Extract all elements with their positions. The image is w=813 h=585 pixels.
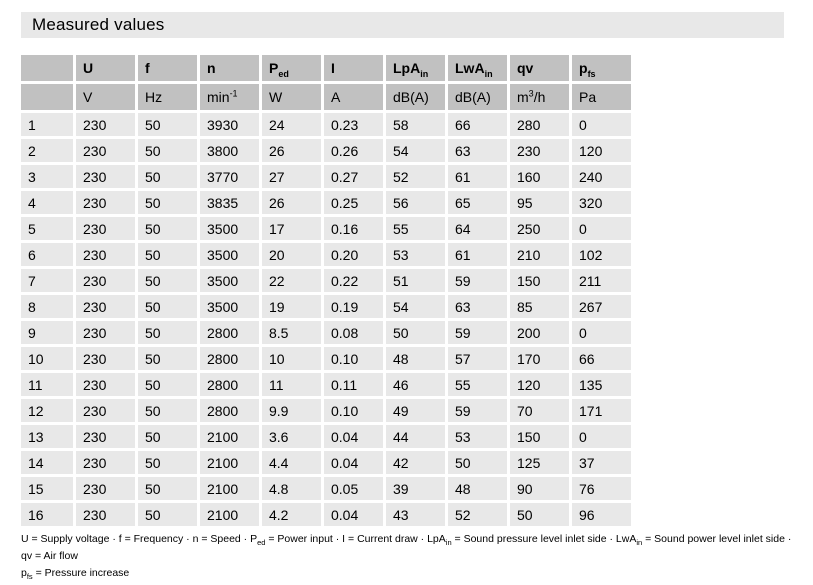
data-cell: 2100 — [200, 503, 259, 526]
data-cell: 3500 — [200, 243, 259, 266]
table-row — [21, 347, 631, 370]
table-row — [21, 113, 631, 136]
data-cell: 26 — [262, 139, 321, 162]
data-cell: 3930 — [200, 113, 259, 136]
data-cell: 0.26 — [324, 139, 383, 162]
table-head — [21, 55, 631, 110]
data-cell: 50 — [138, 269, 197, 292]
data-cell: 44 — [386, 425, 445, 448]
header-cell-sound-power: LwA$_{in}$ — [448, 55, 507, 81]
table-row — [21, 451, 631, 474]
header-cell-index — [21, 55, 73, 81]
data-cell: 3500 — [200, 217, 259, 240]
data-cell: 230 — [76, 373, 135, 396]
table-row — [21, 139, 631, 162]
data-cell: 50 — [138, 425, 197, 448]
data-cell: 59 — [448, 399, 507, 422]
data-cell: 55 — [448, 373, 507, 396]
data-cell: 3800 — [200, 139, 259, 162]
data-cell: 2100 — [200, 425, 259, 448]
row-number-cell: 6 — [21, 243, 73, 266]
data-cell: 95 — [510, 191, 569, 214]
data-cell: 230 — [76, 243, 135, 266]
data-cell: 59 — [448, 321, 507, 344]
data-cell: 61 — [448, 165, 507, 188]
data-cell: 4.4 — [262, 451, 321, 474]
data-cell: 50 — [510, 503, 569, 526]
data-cell: 27 — [262, 165, 321, 188]
data-cell: 280 — [510, 113, 569, 136]
data-cell: 8.5 — [262, 321, 321, 344]
data-cell: 59 — [448, 269, 507, 292]
data-cell: 160 — [510, 165, 569, 188]
unit-cell-frequency: Hz — [138, 84, 197, 110]
data-cell: 52 — [448, 503, 507, 526]
data-cell: 54 — [386, 139, 445, 162]
section-title — [21, 12, 784, 38]
data-cell: 320 — [572, 191, 631, 214]
data-cell: 0 — [572, 425, 631, 448]
data-cell: 10 — [262, 347, 321, 370]
data-cell: 66 — [572, 347, 631, 370]
data-cell: 3770 — [200, 165, 259, 188]
row-number-cell: 4 — [21, 191, 73, 214]
table-row — [21, 503, 631, 526]
data-cell: 48 — [448, 477, 507, 500]
data-cell: 230 — [76, 191, 135, 214]
data-cell: 230 — [76, 295, 135, 318]
data-cell: 150 — [510, 425, 569, 448]
table-body — [21, 113, 631, 526]
data-cell: 50 — [138, 399, 197, 422]
data-cell: 63 — [448, 139, 507, 162]
data-cell: 57 — [448, 347, 507, 370]
header-cell-airflow: qv — [510, 55, 569, 81]
data-cell: 19 — [262, 295, 321, 318]
table-row — [21, 217, 631, 240]
data-cell: 65 — [448, 191, 507, 214]
data-cell: 50 — [448, 451, 507, 474]
data-cell: 0.16 — [324, 217, 383, 240]
data-cell: 0.04 — [324, 425, 383, 448]
row-number-cell: 13 — [21, 425, 73, 448]
data-cell: 50 — [138, 165, 197, 188]
table-row — [21, 321, 631, 344]
table-row — [21, 399, 631, 422]
data-cell: 50 — [138, 503, 197, 526]
data-cell: 50 — [138, 321, 197, 344]
data-cell: 2800 — [200, 321, 259, 344]
data-cell: 50 — [138, 191, 197, 214]
data-cell: 240 — [572, 165, 631, 188]
data-cell: 2100 — [200, 477, 259, 500]
data-cell: 171 — [572, 399, 631, 422]
data-cell: 0.23 — [324, 113, 383, 136]
data-cell: 52 — [386, 165, 445, 188]
data-cell: 0.20 — [324, 243, 383, 266]
data-cell: 76 — [572, 477, 631, 500]
table-header-row — [21, 55, 631, 81]
data-cell: 267 — [572, 295, 631, 318]
data-cell: 230 — [76, 503, 135, 526]
data-cell: 53 — [386, 243, 445, 266]
unit-cell-speed: $\min^{-1}$ — [200, 84, 259, 110]
data-cell: 0.05 — [324, 477, 383, 500]
data-cell: 230 — [76, 321, 135, 344]
data-cell: 39 — [386, 477, 445, 500]
row-number-cell: 14 — [21, 451, 73, 474]
data-cell: 90 — [510, 477, 569, 500]
footnote — [21, 531, 801, 582]
header-cell-pressure-increase: $p_{fs}$ — [572, 55, 631, 81]
row-number-cell: 11 — [21, 373, 73, 396]
row-number-cell: 10 — [21, 347, 73, 370]
row-number-cell: 15 — [21, 477, 73, 500]
table-row — [21, 373, 631, 396]
data-cell: 70 — [510, 399, 569, 422]
data-cell: 230 — [510, 139, 569, 162]
data-cell: 51 — [386, 269, 445, 292]
table-row — [21, 191, 631, 214]
data-cell: 48 — [386, 347, 445, 370]
data-cell: 3835 — [200, 191, 259, 214]
data-cell: 230 — [76, 347, 135, 370]
data-cell: 56 — [386, 191, 445, 214]
data-cell: 3.6 — [262, 425, 321, 448]
data-cell: 50 — [138, 451, 197, 474]
data-cell: 3500 — [200, 269, 259, 292]
data-cell: 0 — [572, 217, 631, 240]
footnote-line-2: $p_{fs}$ = Pressure increase — [21, 567, 130, 582]
unit-cell-pressure-increase: Pa — [572, 84, 631, 110]
data-cell: 230 — [76, 399, 135, 422]
data-cell: 26 — [262, 191, 321, 214]
unit-cell-index — [21, 84, 73, 110]
data-cell: 54 — [386, 295, 445, 318]
unit-cell-power-input: W — [262, 84, 321, 110]
data-cell: 50 — [138, 373, 197, 396]
data-cell: 50 — [138, 347, 197, 370]
data-cell: 50 — [138, 217, 197, 240]
data-cell: 0.11 — [324, 373, 383, 396]
data-cell: 0.22 — [324, 269, 383, 292]
table-row — [21, 165, 631, 188]
data-cell: 22 — [262, 269, 321, 292]
data-cell: 230 — [76, 217, 135, 240]
data-cell: 230 — [76, 269, 135, 292]
data-cell: 53 — [448, 425, 507, 448]
row-number-cell: 1 — [21, 113, 73, 136]
data-cell: 0.10 — [324, 399, 383, 422]
data-cell: 42 — [386, 451, 445, 474]
row-number-cell: 2 — [21, 139, 73, 162]
table-units-row — [21, 84, 631, 110]
data-cell: 20 — [262, 243, 321, 266]
data-cell: 2100 — [200, 451, 259, 474]
data-cell: 96 — [572, 503, 631, 526]
data-cell: 230 — [76, 113, 135, 136]
data-cell: 49 — [386, 399, 445, 422]
unit-cell-airflow: $m^3/h$ — [510, 84, 569, 110]
row-number-cell: 9 — [21, 321, 73, 344]
data-cell: 11 — [262, 373, 321, 396]
data-cell: 2800 — [200, 399, 259, 422]
data-cell: 150 — [510, 269, 569, 292]
row-number-cell: 7 — [21, 269, 73, 292]
table-row — [21, 295, 631, 318]
data-cell: 50 — [138, 295, 197, 318]
data-cell: 50 — [138, 243, 197, 266]
data-cell: 0.08 — [324, 321, 383, 344]
data-cell: 50 — [138, 477, 197, 500]
unit-cell-current: A — [324, 84, 383, 110]
table-row — [21, 243, 631, 266]
data-cell: 17 — [262, 217, 321, 240]
data-cell: 125 — [510, 451, 569, 474]
table-row — [21, 269, 631, 292]
data-cell: 9.9 — [262, 399, 321, 422]
data-cell: 250 — [510, 217, 569, 240]
footnote-line-1: U = Supply voltage · f = Frequency · n = Speed · $P_{ed}$ = Power input · I = Current draw · LpA$_{in}$ = Sound pressure level inlet side · LwA$_{in}$ = Sound power level inlet side · qv = Air flow — [21, 533, 792, 562]
header-cell-frequency: f — [138, 55, 197, 81]
header-cell-current: I — [324, 55, 383, 81]
data-cell: 58 — [386, 113, 445, 136]
data-cell: 210 — [510, 243, 569, 266]
data-cell: 43 — [386, 503, 445, 526]
data-cell: 230 — [76, 139, 135, 162]
data-cell: 200 — [510, 321, 569, 344]
data-cell: 4.2 — [262, 503, 321, 526]
data-cell: 170 — [510, 347, 569, 370]
section-title-label: Measured values — [32, 15, 165, 34]
data-cell: 46 — [386, 373, 445, 396]
header-cell-power-input: $P_{ed}$ — [262, 55, 321, 81]
data-cell: 120 — [510, 373, 569, 396]
data-cell: 61 — [448, 243, 507, 266]
unit-cell-sound-power: dB(A) — [448, 84, 507, 110]
data-cell: 120 — [572, 139, 631, 162]
data-cell: 211 — [572, 269, 631, 292]
data-cell: 63 — [448, 295, 507, 318]
data-cell: 230 — [76, 451, 135, 474]
data-cell: 135 — [572, 373, 631, 396]
data-cell: 2800 — [200, 347, 259, 370]
data-cell: 2800 — [200, 373, 259, 396]
table-row — [21, 425, 631, 448]
data-cell: 0.04 — [324, 503, 383, 526]
data-cell: 102 — [572, 243, 631, 266]
data-cell: 24 — [262, 113, 321, 136]
data-cell: 0.19 — [324, 295, 383, 318]
header-cell-sound-pressure: LpA$_{in}$ — [386, 55, 445, 81]
data-cell: 0 — [572, 113, 631, 136]
data-cell: 0 — [572, 321, 631, 344]
data-cell: 55 — [386, 217, 445, 240]
header-cell-voltage: U — [76, 55, 135, 81]
data-cell: 85 — [510, 295, 569, 318]
data-cell: 0.10 — [324, 347, 383, 370]
data-cell: 230 — [76, 165, 135, 188]
header-cell-speed: n — [200, 55, 259, 81]
data-cell: 4.8 — [262, 477, 321, 500]
data-cell: 64 — [448, 217, 507, 240]
table-row — [21, 477, 631, 500]
data-cell: 230 — [76, 425, 135, 448]
data-cell: 50 — [386, 321, 445, 344]
row-number-cell: 8 — [21, 295, 73, 318]
data-cell: 37 — [572, 451, 631, 474]
measured-values-table — [18, 52, 634, 529]
data-cell: 50 — [138, 113, 197, 136]
data-cell: 50 — [138, 139, 197, 162]
row-number-cell: 12 — [21, 399, 73, 422]
data-cell: 3500 — [200, 295, 259, 318]
row-number-cell: 5 — [21, 217, 73, 240]
data-cell: 0.04 — [324, 451, 383, 474]
row-number-cell: 16 — [21, 503, 73, 526]
row-number-cell: 3 — [21, 165, 73, 188]
data-cell: 230 — [76, 477, 135, 500]
data-cell: 0.25 — [324, 191, 383, 214]
unit-cell-sound-pressure: dB(A) — [386, 84, 445, 110]
data-cell: 0.27 — [324, 165, 383, 188]
data-cell: 66 — [448, 113, 507, 136]
unit-cell-voltage: V — [76, 84, 135, 110]
